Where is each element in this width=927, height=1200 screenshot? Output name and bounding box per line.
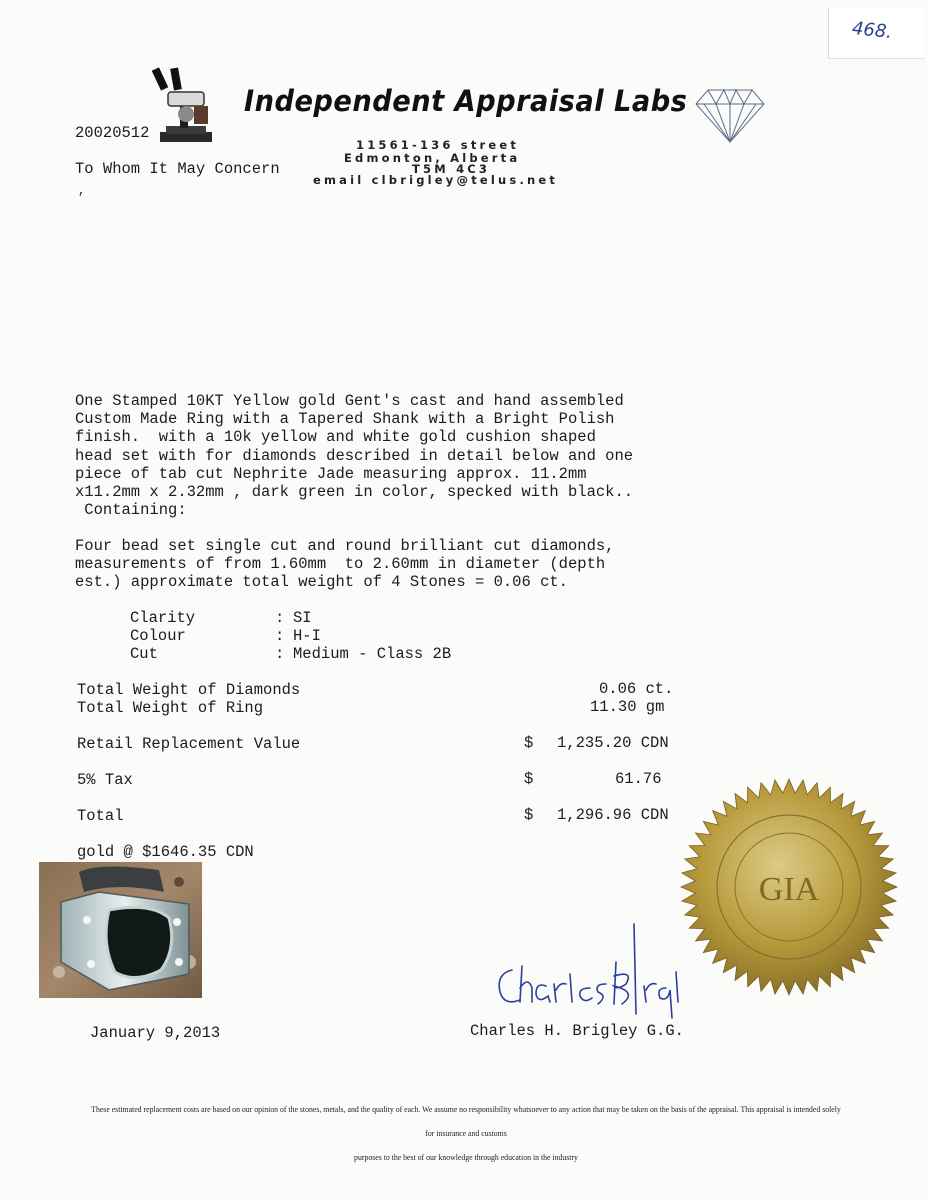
- microscope-icon: [150, 66, 222, 148]
- stray-mark: ,: [78, 184, 86, 198]
- stones-description: [75, 537, 615, 592]
- lab-name: Independent Appraisal Labs: [244, 84, 688, 118]
- ring-description: [75, 392, 633, 519]
- disclaimer: [88, 1098, 843, 1170]
- retail-value-label: Retail Replacement Value: [77, 735, 301, 753]
- address-email: email clbrigley@telus.net: [313, 173, 559, 187]
- seal-text: GIA: [758, 871, 820, 908]
- address-city: Edmonton, Alberta: [344, 151, 521, 165]
- description-line: finish. with a 10k yellow and white gold cushion shaped: [75, 428, 596, 447]
- description-line: head set with for diamonds described in detail below and one: [75, 446, 634, 465]
- salutation: To Whom It May Concern: [75, 160, 280, 178]
- currency-symbol: $: [524, 806, 534, 824]
- retail-value: 1,235.20 CDN: [557, 734, 669, 752]
- address-street: 11561-136 street: [356, 138, 520, 152]
- disclaimer-line: These estimated replacement costs are based on our opinion of the stones, metals, and the quality of each. We assume no responsibility whatsoever to any action that may be taken on the basis of the appraisal. This appraisal is intended solely for insurance and customs: [91, 1105, 841, 1138]
- gia-seal: [680, 778, 898, 996]
- appraisal-date: January 9,2013: [90, 1024, 221, 1042]
- gold-price-line: gold @ $1646.35 CDN: [77, 843, 254, 861]
- currency-symbol: $: [524, 770, 534, 788]
- spec-label-clarity: Clarity: [130, 609, 196, 627]
- ring-photo: [39, 862, 202, 998]
- total-label: Total: [77, 807, 124, 825]
- signature: [494, 918, 684, 1028]
- stones-line: est.) approximate total weight of 4 Stones = 0.06 ct.: [75, 573, 568, 592]
- spec-label-colour: Colour: [130, 627, 186, 645]
- signer-name: Charles H. Brigley G.G.: [470, 1022, 684, 1040]
- spec-value-cut: Medium - Class 2B: [293, 645, 452, 663]
- document-id: 20020512: [75, 124, 150, 142]
- disclaimer-line: purposes to the best of our knowledge through education in the industry: [354, 1153, 578, 1162]
- stones-line: measurements of from 1.60mm to 2.60mm in diameter (depth: [75, 555, 606, 574]
- description-line: One Stamped 10KT Yellow gold Gent's cast and hand assembled: [75, 392, 624, 410]
- total-weight-diamonds-value: 0.06 ct.: [599, 680, 674, 698]
- spec-colon: :: [275, 627, 285, 645]
- spec-colon: :: [275, 645, 285, 663]
- total-value: 1,296.96 CDN: [557, 806, 669, 824]
- description-line: piece of tab cut Nephrite Jade measuring approx. 11.2mm: [75, 464, 587, 483]
- address-postal-code: T5M 4C3: [412, 162, 491, 176]
- description-line: Containing:: [75, 501, 187, 520]
- currency-symbol: $: [524, 734, 534, 752]
- total-weight-ring-label: Total Weight of Ring: [77, 699, 264, 717]
- total-weight-diamonds-label: Total Weight of Diamonds: [77, 681, 301, 699]
- total-weight-ring-value: 11.30 gm: [590, 698, 665, 716]
- spec-value-clarity: SI: [293, 609, 312, 627]
- tax-value: 61.76: [615, 770, 662, 788]
- stones-line: Four bead set single cut and round brilliant cut diamonds,: [75, 537, 615, 555]
- spec-colon: :: [275, 609, 285, 627]
- description-line: x11.2mm x 2.32mm , dark green in color, specked with black..: [75, 483, 634, 502]
- diamond-icon: [694, 86, 766, 144]
- file-number: 468.: [851, 17, 894, 44]
- spec-label-cut: Cut: [130, 645, 158, 663]
- tax-label: 5% Tax: [77, 771, 133, 789]
- description-line: Custom Made Ring with a Tapered Shank with a Bright Polish: [75, 410, 615, 429]
- spec-value-colour: H-I: [293, 627, 321, 645]
